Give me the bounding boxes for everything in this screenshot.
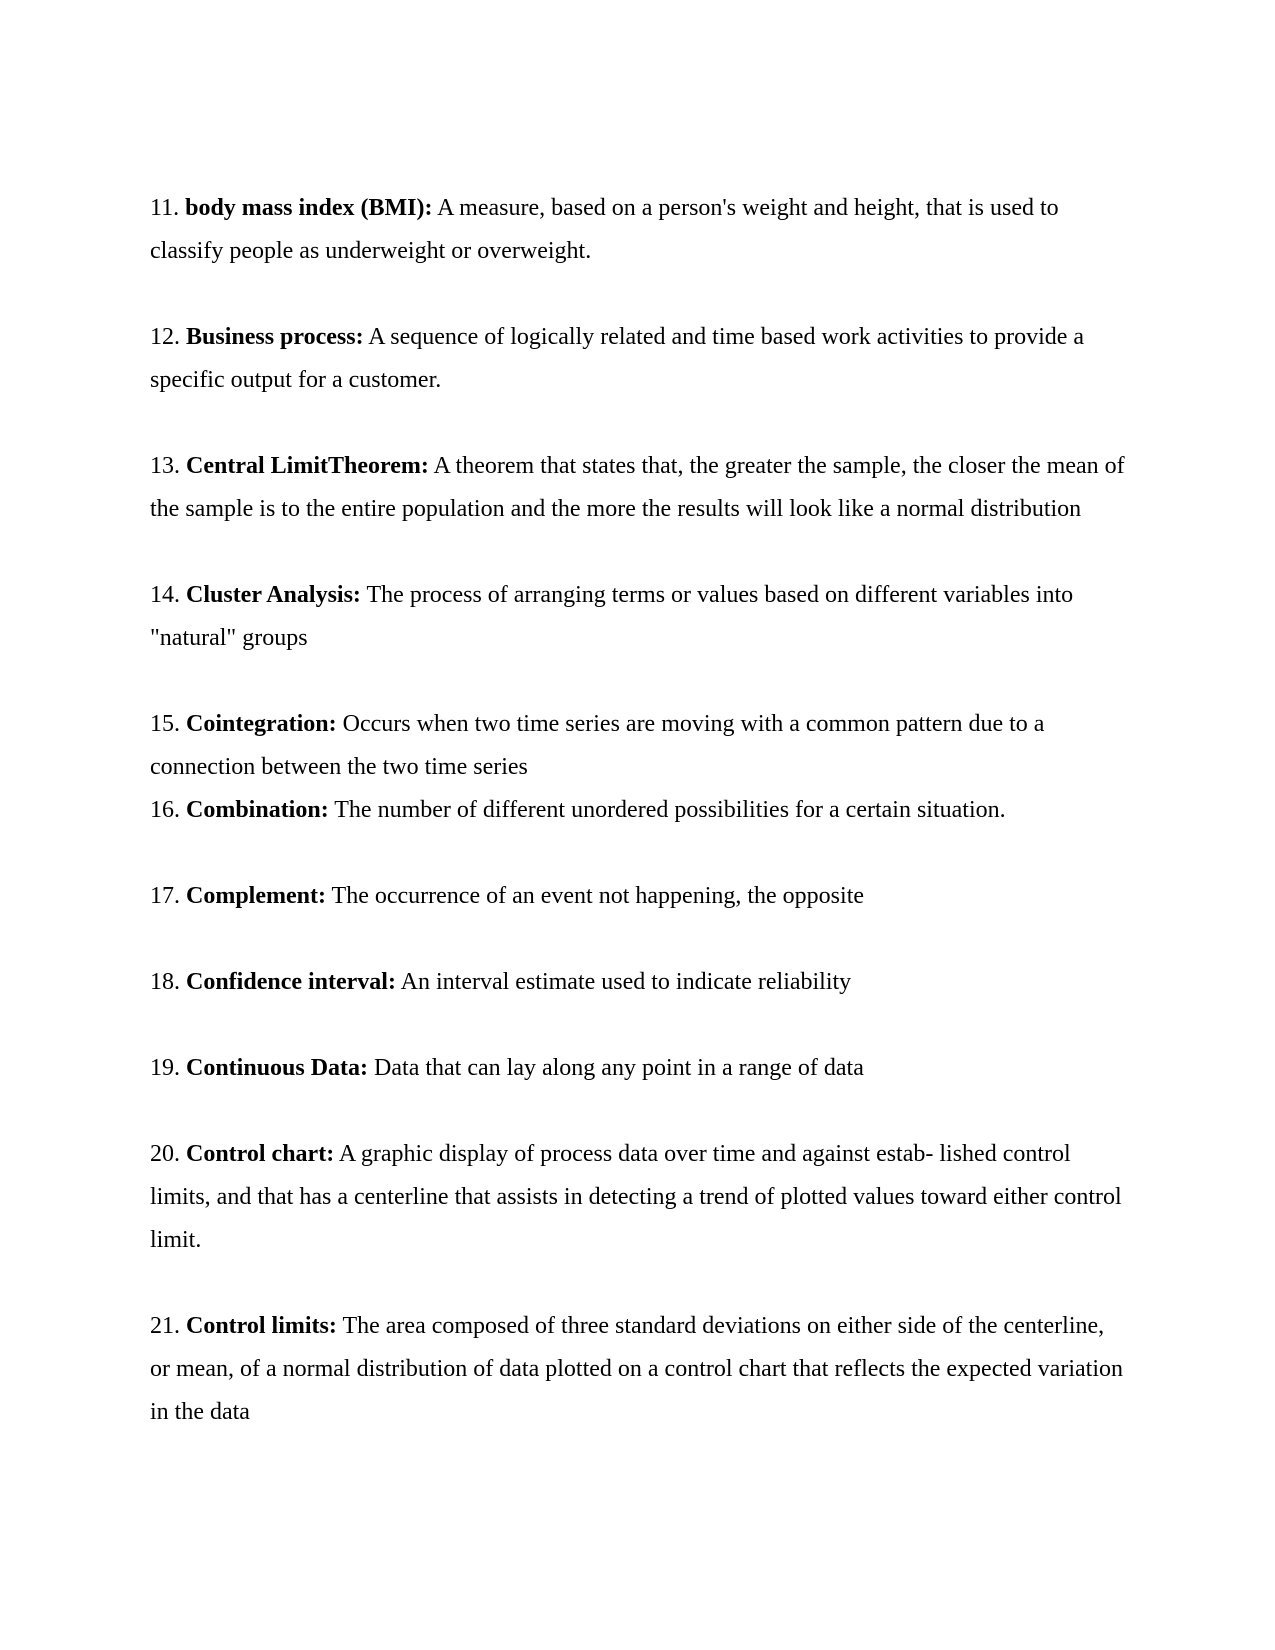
entry-term: Confidence interval: [186,969,396,995]
entry-term: Cluster Analysis: [186,582,361,608]
entry-number: 11. [150,195,180,221]
entry-term: Control limits: [186,1313,337,1339]
entry-term: Central LimitTheorem: [186,453,429,479]
entry-number: 14. [150,582,180,608]
entry-term: Combination: [186,797,329,823]
glossary-entry-cluster-analysis [150,574,1130,660]
glossary-entry-control-limits [150,1305,1130,1434]
entry-term: Cointegration: [186,711,337,737]
entry-number: 15. [150,711,180,737]
entry-definition: A measure, based on a person's weight and height, that is used to classify people as underweight or overweight. [150,195,1059,264]
entry-term: Continuous Data: [186,1055,369,1081]
glossary-entry-complement [150,875,1130,918]
entry-term: Complement: [186,883,326,909]
glossary-entry-confidence-interval [150,961,1130,1004]
entry-definition: An interval estimate used to indicate reliability [400,969,852,995]
entry-number: 16. [150,797,180,823]
entry-definition: Occurs when two time series are moving with a common pattern due to a connection between the two time series [150,711,1045,780]
entry-definition: The area composed of three standard deviations on either side of the centerline, or mean, of a normal distribution of data plotted on a control chart that reflects the expected variation in the data [150,1313,1123,1425]
glossary-entry-central-limit-theorem [150,445,1130,531]
entry-definition: The number of different unordered possibilities for a certain situation. [334,797,1006,823]
entry-number: 19. [150,1055,180,1081]
entry-definition: Data that can lay along any point in a range of data [374,1055,864,1081]
entry-number: 21. [150,1313,180,1339]
entry-definition: The process of arranging terms or values based on different variables into "natural" groups [150,582,1074,651]
entry-number: 18. [150,969,180,995]
entry-definition: A theorem that states that, the greater the sample, the closer the mean of the sample is to the entire population and the more the results will look like a normal distribution [150,453,1125,522]
entry-term: body mass index (BMI): [185,195,433,221]
entry-number: 17. [150,883,180,909]
entry-definition: The occurrence of an event not happening, the opposite [331,883,865,909]
entry-term: Business process: [186,324,364,350]
entry-definition: A sequence of logically related and time based work activities to provide a specific output for a customer. [150,324,1085,393]
glossary-entry-business-process [150,316,1130,402]
glossary-entry-cointegration [150,703,1130,789]
glossary-entry-combination [150,789,1130,832]
entry-number: 12. [150,324,180,350]
glossary-entry-control-chart [150,1133,1130,1262]
glossary-entry-continuous-data [150,1047,1130,1090]
glossary-entry-bmi [150,187,1130,273]
entry-term: Control chart: [186,1141,335,1167]
entry-number: 20. [150,1141,180,1167]
entry-number: 13. [150,453,180,479]
entry-definition: A graphic display of process data over time and against estab- lished control limits, and that has a centerline that assists in detecting a trend of plotted values toward either control limit. [150,1141,1122,1253]
